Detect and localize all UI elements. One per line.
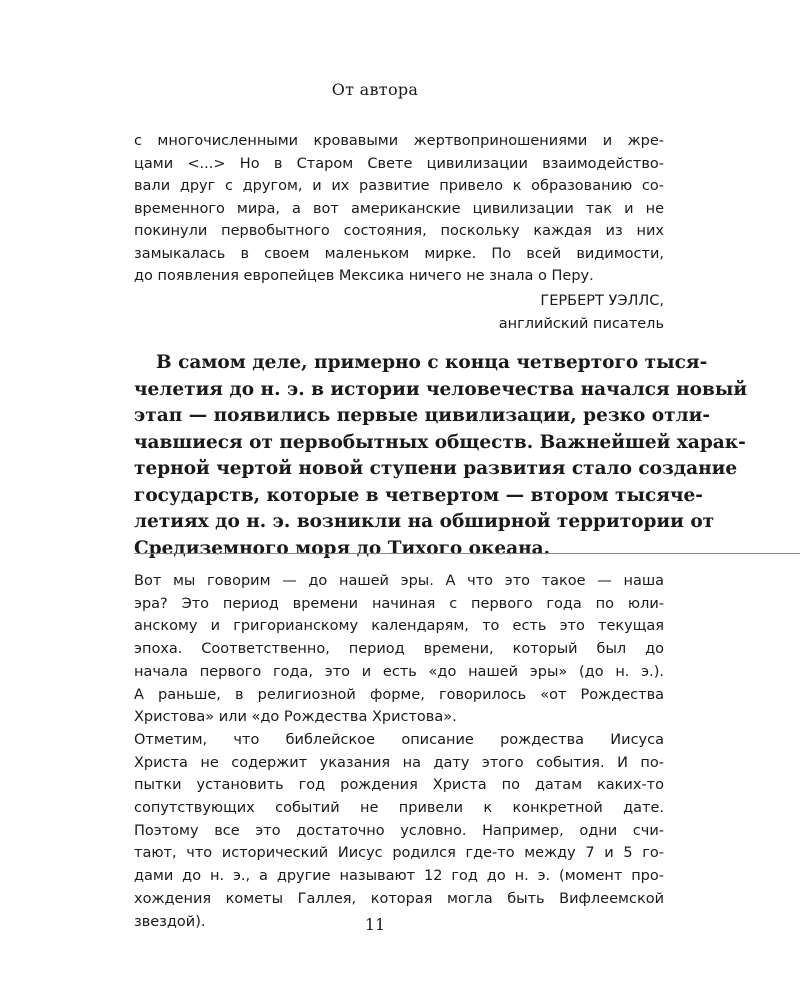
main-paragraph: [134, 350, 748, 562]
main-line: Средиземного моря до Тихого океана.: [134, 537, 551, 559]
sidebar-line: тают, что исторический Иисус родился где-то между 7 и 5 го-: [134, 845, 664, 862]
epigraph-line: покинули первобытного состояния, поскольку каждая из них: [134, 223, 664, 239]
epigraph-line: вали друг с другом, и их развитие привело к образованию со-: [134, 178, 664, 194]
sidebar-line: Христова» или «до Рождества Христова».: [134, 709, 457, 726]
epigraph-author: ГЕРБЕРТ УЭЛЛС,: [540, 293, 664, 309]
sidebar-line: пытки установить год рождения Христа по датам каких-то: [134, 777, 664, 794]
epigraph-line: до появления европейцев Мексика ничего не знала о Перу.: [134, 268, 594, 284]
epigraph-line: с многочисленными кровавыми жертвоприношениями и жре-: [134, 133, 664, 149]
sidebar-line: Вот мы говорим — до нашей эры. А что это такое — наша: [134, 573, 664, 589]
sidebar-line: эра? Это период времени начиная с первого года по юли-: [134, 595, 664, 612]
epigraph-quote: [134, 130, 664, 288]
sidebar-line: дами до н. э., а другие называют 12 год до н. э. (момент про-: [134, 868, 664, 885]
sidebar-line: Поэтому все это достаточно условно. Например, одни счи-: [134, 822, 664, 839]
sidebar-line: эпоха. Соответственно, период времени, который был до: [134, 641, 664, 658]
sidebar-line: звездой).: [134, 913, 206, 930]
sidebar-note: [134, 570, 664, 933]
sidebar-line: Отметим, что библейское описание рождества Иисуса: [134, 731, 664, 748]
epigraph-author-role: английский писатель: [498, 316, 664, 332]
main-line: чавшиеся от первобытных обществ. Важнейшей харак-: [134, 431, 746, 453]
sidebar-line: хождения кометы Галлея, которая могла быть Вифлеемской: [134, 890, 664, 907]
sidebar-line: сопутствующих событий не привели к конкретной дате.: [134, 800, 664, 817]
sidebar-line: начала первого года, это и есть «до нашей эры» (до н. э.).: [134, 663, 664, 680]
main-line: летиях до н. э. возникли на обширной территории от: [134, 511, 715, 532]
epigraph-line: временного мира, а вот американские цивилизации так и не: [134, 200, 664, 217]
main-line: терной чертой новой ступени развития стало создание: [134, 458, 738, 479]
sidebar-line: анскому и григорианскому календарям, то есть это текущая: [134, 618, 664, 635]
epigraph-attribution: [499, 290, 664, 336]
main-line: этап — появились первые цивилизации, резко отли-: [134, 405, 711, 426]
sidebar-line: Христа не содержит указания на дату этого события. И по-: [134, 754, 664, 771]
main-line: государств, которые в четвертом — втором тысяче-: [134, 484, 703, 506]
sidebar-divider: [134, 553, 800, 554]
epigraph-line: цами <...> Но в Старом Свете цивилизации взаимодейство-: [134, 155, 664, 172]
epigraph-line: замыкалась в своем маленьком мирке. По всей видимости,: [134, 245, 664, 262]
main-line: В самом деле, примерно с конца четвертого тыся-: [156, 352, 708, 373]
sidebar-line: А раньше, в религиозной форме, говорилось «от Рождества: [134, 686, 664, 703]
page-number: 11: [364, 915, 386, 934]
main-line: челетия до н. э. в истории человечества начался новый: [134, 378, 748, 400]
running-head: От автора: [331, 80, 419, 99]
